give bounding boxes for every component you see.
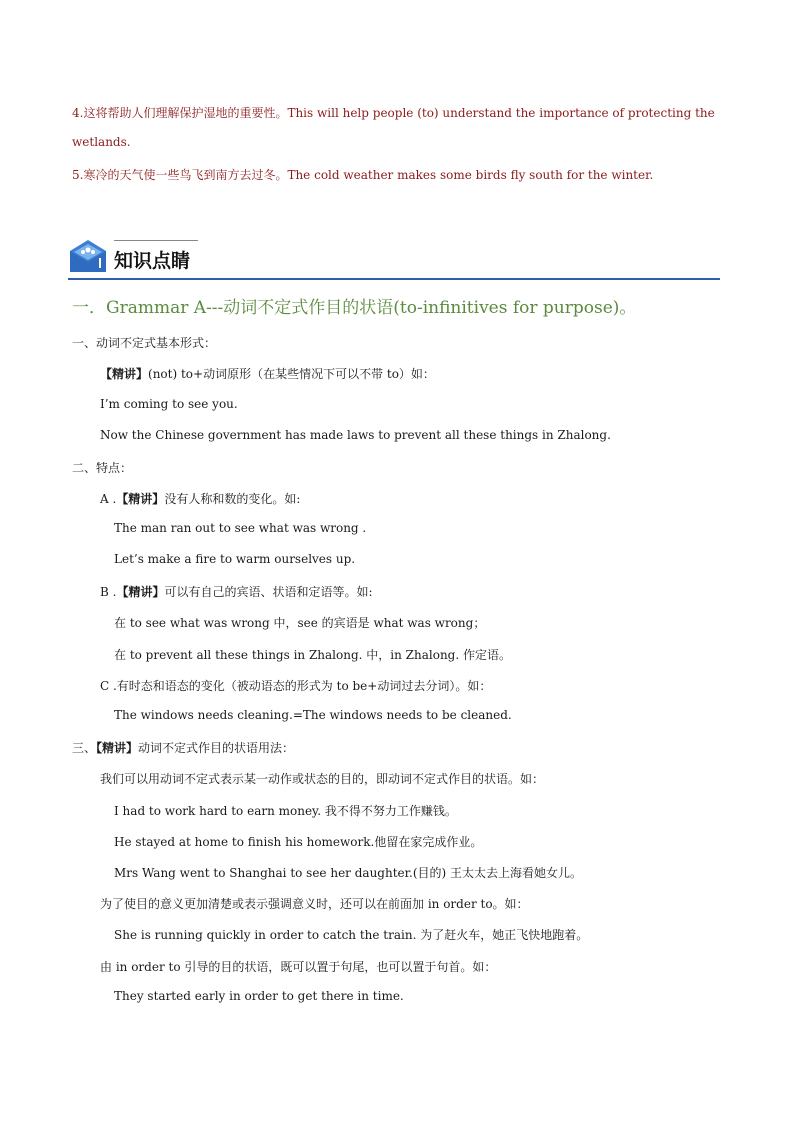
sentence-5: 5.寒冷的天气使一些鸟飞到南方去过冬。The cold weather makes some birds fly south for the winter. — [72, 168, 654, 182]
part3-example-4: She is running quickly in order to catch the train. 为了赶火车，她正飞快地跑着。 — [114, 928, 589, 942]
part2-c-example-1: The windows needs cleaning.=The windows needs to be cleaned. — [114, 708, 512, 722]
part3-example-1: I had to work hard to earn money. 我不得不努力工作赚钱。 — [114, 804, 457, 818]
part2-point-a — [100, 490, 300, 507]
point-a-text: 没有人称和数的变化。如: — [164, 492, 301, 506]
section-divider — [68, 278, 720, 280]
part3-example-2: He stayed at home to finish his homework.他留在家完成作业。 — [114, 835, 483, 849]
envelope-badge-icon — [68, 238, 108, 274]
part2-title: 二、特点： — [72, 461, 133, 475]
section-title: 知识点睛 — [114, 250, 191, 272]
part3-example-5: They started early in order to get there in time. — [114, 989, 404, 1003]
part3-title-text: 动词不定式作目的状语用法： — [138, 741, 295, 755]
part3-intro: 我们可以用动词不定式表示某一动作或状态的目的，即动词不定式作目的状语。如： — [100, 772, 545, 786]
part1-example-1: I’m coming to see you. — [100, 397, 238, 411]
part3-prefix: 三、 — [72, 741, 97, 755]
sentence-4-continued: wetlands. — [72, 135, 131, 149]
section-header — [68, 236, 720, 282]
part3-note-2: 由 in order to 引导的目的状语，既可以置于句尾，也可以置于句首。如： — [100, 960, 497, 974]
jingjiang-tag: 【精讲】 — [116, 585, 165, 599]
part1-title: 一、动词不定式基本形式： — [72, 336, 217, 350]
point-b-prefix: B . — [100, 585, 117, 599]
part3-note-1: 为了使目的意义更加清楚或表示强调意义时，还可以在前面加 in order to。如： — [100, 897, 529, 911]
part3-title — [72, 739, 294, 756]
grammar-heading: 一．Grammar A---动词不定式作目的状语(to-infinitives for purpose)。 — [72, 298, 637, 318]
part2-a-example-2: Let’s make a fire to warm ourselves up. — [114, 552, 356, 566]
title-overline — [114, 240, 198, 241]
part3-example-3: Mrs Wang went to Shanghai to see her daughter.(目的) 王太太去上海看她女儿。 — [114, 866, 583, 880]
part1-example-2: Now the Chinese government has made laws to prevent all these things in Zhalong. — [100, 428, 611, 442]
part2-b-example-2: 在 to prevent all these things in Zhalong. 中，in Zhalong. 作定语。 — [114, 648, 511, 662]
jingjiang-tag: 【精讲】 — [96, 741, 139, 755]
part2-point-c: C .有时态和语态的变化（被动语态的形式为 to be+动词过去分词）。如： — [100, 679, 492, 693]
part1-rule-text: (not) to+动词原形（在某些情况下可以不带 to）如： — [148, 367, 435, 381]
sentence-4: 4.这将帮助人们理解保护湿地的重要性。This will help people (to) understand the importance of protecting the — [72, 106, 715, 120]
part2-b-example-1: 在 to see what was wrong 中，see 的宾语是 what was wrong； — [114, 616, 486, 630]
jingjiang-tag: 【精讲】 — [116, 492, 165, 506]
point-b-text: 可以有自己的宾语、状语和定语等。如: — [164, 585, 373, 599]
jingjiang-tag: 【精讲】 — [100, 367, 149, 381]
point-a-prefix: A . — [100, 492, 117, 506]
part2-point-b — [100, 583, 373, 600]
part2-a-example-1: The man ran out to see what was wrong . — [114, 521, 367, 535]
part1-rule — [100, 365, 435, 382]
